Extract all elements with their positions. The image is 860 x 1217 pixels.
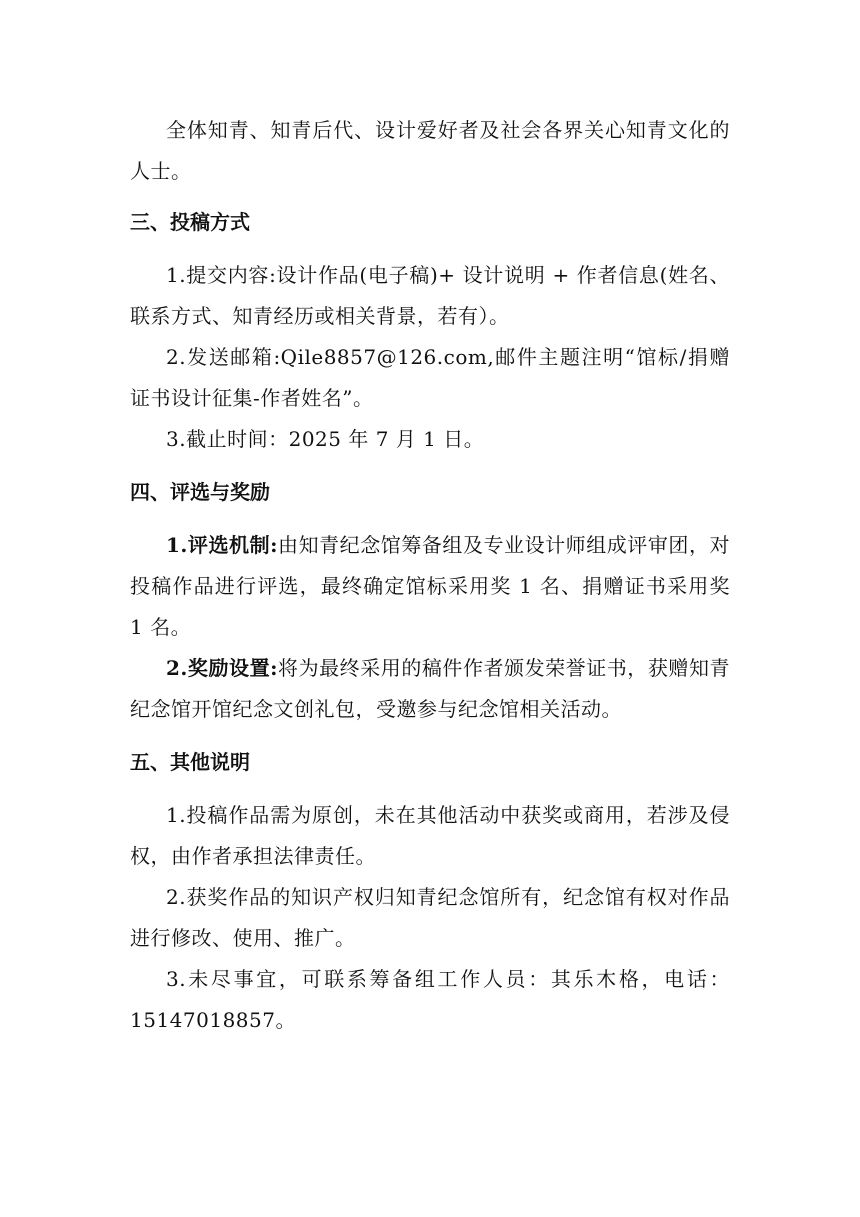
item-number: 1. bbox=[166, 533, 188, 557]
section-4-heading: 四、评选与奖励 bbox=[130, 480, 270, 504]
section-3-item-1 bbox=[130, 255, 730, 337]
section-3-body bbox=[130, 255, 730, 460]
item-number: 1. bbox=[166, 803, 187, 827]
item-text: 提交内容:设计作品(电子稿)+ 设计说明 + 作者信息(姓名、联系方式、知青经历或相关背景，若有）。 bbox=[130, 263, 730, 328]
section-3-heading: 三、投稿方式 bbox=[130, 210, 250, 234]
section-5-heading: 五、其他说明 bbox=[130, 750, 250, 774]
section-3-item-3 bbox=[130, 419, 730, 460]
section-5-body bbox=[130, 795, 730, 1041]
item-text: 由知青纪念馆筹备组及专业设计师组成评审团，对投稿作品进行评选，最终确定馆标采用奖 1 名、捐赠证书采用奖 1 名。 bbox=[130, 533, 730, 639]
item-number: 2. bbox=[166, 656, 188, 680]
section-5-item-2 bbox=[130, 877, 730, 959]
item-text: 获奖作品的知识产权归知青纪念馆所有，纪念馆有权对作品进行修改、使用、推广。 bbox=[130, 885, 730, 950]
item-number: 2. bbox=[166, 345, 187, 369]
item-text: 将为最终采用的稿件作者颁发荣誉证书，获赠知青纪念馆开馆纪念文创礼包，受邀参与纪念馆相关活动。 bbox=[130, 656, 730, 721]
item-text: 截止时间：2025 年 7 月 1 日。 bbox=[186, 427, 485, 451]
item-text: 发送邮箱:Qile8857@126.com,邮件主题注明“馆标/捐赠证书设计征集-作者姓名”。 bbox=[130, 345, 730, 410]
section-3-item-2 bbox=[130, 337, 730, 419]
intro-paragraph: 全体知青、知青后代、设计爱好者及社会各界关心知青文化的人士。 bbox=[130, 118, 730, 183]
section-4-item-1 bbox=[130, 525, 730, 648]
item-number: 3. bbox=[166, 427, 187, 451]
section-4-item-2 bbox=[130, 648, 730, 730]
item-label: 奖励设置: bbox=[187, 656, 278, 680]
item-number: 1. bbox=[166, 263, 187, 287]
item-text: 未尽事宜，可联系筹备组工作人员：其乐木格，电话：15147018857。 bbox=[130, 967, 730, 1032]
item-label: 评选机制: bbox=[187, 533, 278, 557]
item-text: 投稿作品需为原创，未在其他活动中获奖或商用，若涉及侵权，由作者承担法律责任。 bbox=[130, 803, 730, 868]
intro-block bbox=[130, 110, 730, 192]
section-5-item-1 bbox=[130, 795, 730, 877]
section-5-item-3 bbox=[130, 959, 730, 1041]
section-4-body bbox=[130, 525, 730, 730]
item-number: 2. bbox=[166, 885, 187, 909]
item-number: 3. bbox=[166, 967, 187, 991]
